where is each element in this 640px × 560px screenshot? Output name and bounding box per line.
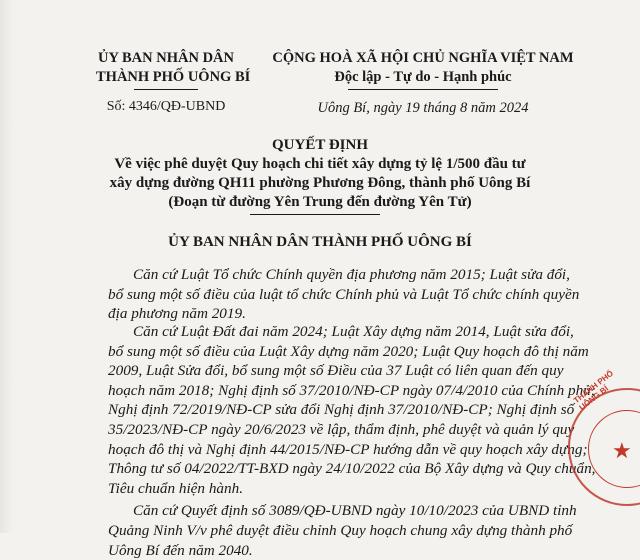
subject-line3: (Đoạn từ đường Yên Trung đến đường Yên Tử) (168, 194, 472, 210)
subject-line2: xây dựng đường QH11 phường Phương Đông, thành phố Uông Bí (109, 175, 531, 191)
authority: ỦY BAN NHÂN DÂN THÀNH PHỐ UÔNG BÍ (168, 234, 472, 250)
doc-number: Số: 4346/QĐ-UBND (106, 99, 226, 114)
p2-line7: hoạch đô thị và Nghị định 44/2015/NĐ-CP hướng dẫn về quy hoạch xây dựng; (108, 440, 588, 458)
p1-line3: địa phương năm 2019. (108, 305, 246, 322)
org-line1: ỦY BAN NHÂN DÂN (97, 50, 234, 66)
p1-line2: bổ sung một số điều của luật tổ chức Chính phủ và Luật Tổ chức chính quyền (108, 286, 580, 303)
org-underline (134, 89, 198, 90)
seal-inner-ring (588, 410, 640, 488)
p2-line5: Nghị định 72/2019/NĐ-CP sửa đổi Nghị định 37/2010/NĐ-CP; Nghị định số (108, 401, 575, 419)
p2-line9: Tiêu chuẩn hiện hành. (108, 479, 243, 497)
p2-line4: hoạch năm 2018; Nghị định số 37/2010/NĐ-CP ngày 07/4/2010 của Chính phủ; (108, 381, 596, 399)
p2-line3: 2009, Luật Sửa đổi, bổ sung một số Điều của 37 Luật có liên quan đến quy (108, 362, 564, 380)
motto: Độc lập - Tự do - Hạnh phúc (334, 69, 512, 85)
place-date: Uông Bí, ngày 19 tháng 8 năm 2024 (317, 100, 529, 116)
p2-line8: Thông tư số 04/2022/TT-BXD ngày 24/10/2022 của Bộ Xây dựng và Quy chuẩn, (108, 460, 596, 478)
p2-line2: bổ sung một số điều của Luật Xây dựng năm 2020; Luật Quy hoạch đô thị năm (108, 342, 589, 360)
p3-line2: Quảng Ninh V/v phê duyệt điều chỉnh Quy hoạch chung xây dựng thành phố (108, 522, 573, 539)
nation-title: CỘNG HOÀ XÃ HỘI CHỦ NGHĨA VIỆT NAM (272, 50, 574, 66)
p3-line3: Uông Bí đến năm 2040. (108, 541, 253, 559)
seal-star-icon: ★ (612, 438, 632, 463)
org-line2: THÀNH PHỐ UÔNG BÍ (96, 69, 251, 85)
p1-line1: Căn cứ Luật Tổ chức Chính quyền địa phương năm 2015; Luật sửa đổi, (133, 266, 570, 283)
p3-line1: Căn cứ Quyết định số 3089/QĐ-UBND ngày 10/10/2023 của UBND tỉnh (133, 502, 577, 520)
seal-text: THÀNH PHỐ UÔNG BÍ (572, 368, 616, 413)
doc-heading: QUYẾT ĐỊNH (272, 137, 368, 153)
motto-underline (348, 89, 498, 90)
title-underline (250, 214, 380, 215)
p2-line1: Căn cứ Luật Đất đai năm 2024; Luật Xây dựng năm 2014, Luật sửa đổi, (133, 323, 574, 340)
p2-line6: 35/2023/NĐ-CP ngày 20/6/2023 về lập, thẩm định, phê duyệt và quản lý quy (108, 421, 575, 438)
scan-shadow (0, 0, 14, 533)
subject-line1: Về việc phê duyệt Quy hoạch chi tiết xây dựng tỷ lệ 1/500 đầu tư (114, 156, 526, 172)
